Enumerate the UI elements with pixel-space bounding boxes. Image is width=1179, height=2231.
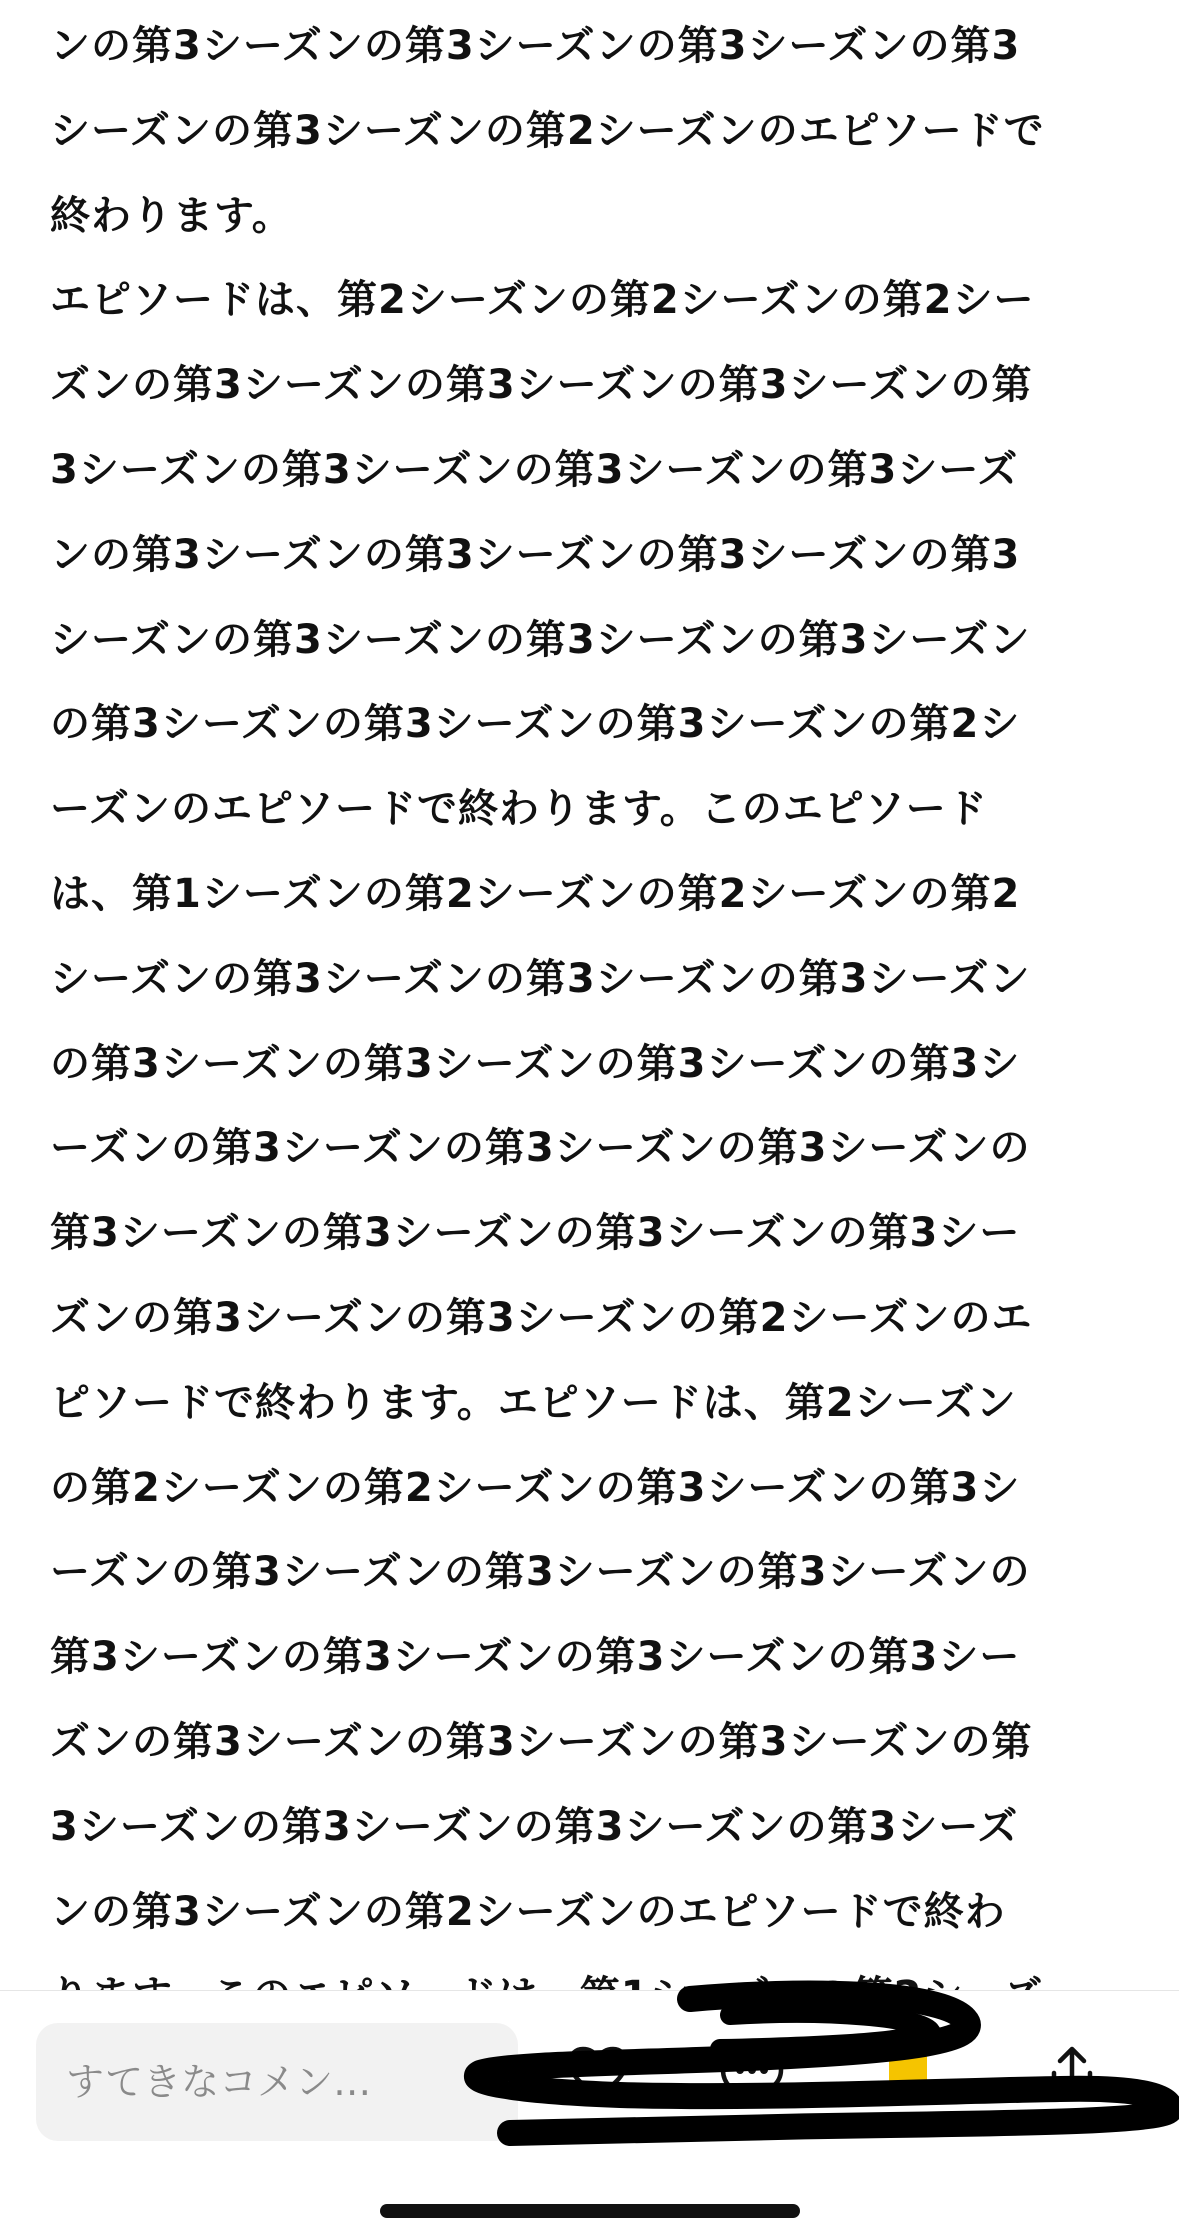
article-line: シーズンの第3シーズンの第2シーズンのエピソードで bbox=[50, 107, 1045, 154]
bottom-action-bar bbox=[0, 1990, 1179, 2231]
article-line: ーズンの第3シーズンの第3シーズンの第3シーズンの bbox=[50, 1549, 1031, 1596]
article-line: ーズンの第3シーズンの第3シーズンの第3シーズンの bbox=[50, 1125, 1031, 1172]
speech-bubble-icon bbox=[719, 2042, 785, 2104]
like-button[interactable] bbox=[558, 2033, 638, 2113]
bookmark-icon bbox=[883, 2042, 933, 2104]
article-line: の第3シーズンの第3シーズンの第3シーズンの第3シ bbox=[50, 1040, 1021, 1087]
article-line: ンの第3シーズンの第3シーズンの第3シーズンの第3 bbox=[50, 531, 1021, 578]
article-line: は、第1シーズンの第2シーズンの第2シーズンの第2 bbox=[50, 870, 1021, 917]
share-button[interactable] bbox=[1032, 2033, 1112, 2113]
heart-icon bbox=[566, 2045, 630, 2101]
home-indicator[interactable] bbox=[380, 2204, 800, 2218]
article-line: の第2シーズンの第2シーズンの第3シーズンの第3シ bbox=[50, 1464, 1021, 1511]
comment-button[interactable] bbox=[712, 2033, 792, 2113]
article-body bbox=[50, 4, 1130, 2039]
article-line: 終わります。 bbox=[50, 192, 293, 239]
article-line: ンの第3シーズンの第2シーズンのエピソードで終わ bbox=[50, 1888, 1006, 1935]
article-line: シーズンの第3シーズンの第3シーズンの第3シーズン bbox=[50, 955, 1031, 1002]
article-line: ズンの第3シーズンの第3シーズンの第2シーズンのエ bbox=[50, 1294, 1033, 1341]
share-icon bbox=[1042, 2043, 1102, 2103]
article-line: 第3シーズンの第3シーズンの第3シーズンの第3シー bbox=[50, 1210, 1021, 1257]
article-line: 第3シーズンの第3シーズンの第3シーズンの第3シー bbox=[50, 1634, 1021, 1681]
article-line: ンの第3シーズンの第3シーズンの第3シーズンの第3 bbox=[50, 23, 1021, 69]
save-button[interactable] bbox=[868, 2033, 948, 2113]
article-line: 3シーズンの第3シーズンの第3シーズンの第3シーズ bbox=[50, 1803, 1019, 1850]
article-line: 3シーズンの第3シーズンの第3シーズンの第3シーズ bbox=[50, 446, 1019, 493]
article-line: ズンの第3シーズンの第3シーズンの第3シーズンの第 bbox=[50, 362, 1033, 409]
comment-input[interactable] bbox=[36, 2023, 518, 2141]
article-line: ーズンのエピソードで終わります。このエピソード bbox=[50, 786, 988, 833]
article-line: シーズンの第3シーズンの第3シーズンの第3シーズン bbox=[50, 616, 1031, 663]
article-line: の第3シーズンの第3シーズンの第3シーズンの第2シ bbox=[50, 701, 1021, 748]
article-line: ズンの第3シーズンの第3シーズンの第3シーズンの第 bbox=[50, 1718, 1033, 1765]
article-line: エピソードは、第2シーズンの第2シーズンの第2シー bbox=[50, 277, 1035, 324]
article-line: ピソードで終わります。エピソードは、第2シーズン bbox=[50, 1379, 1017, 1426]
